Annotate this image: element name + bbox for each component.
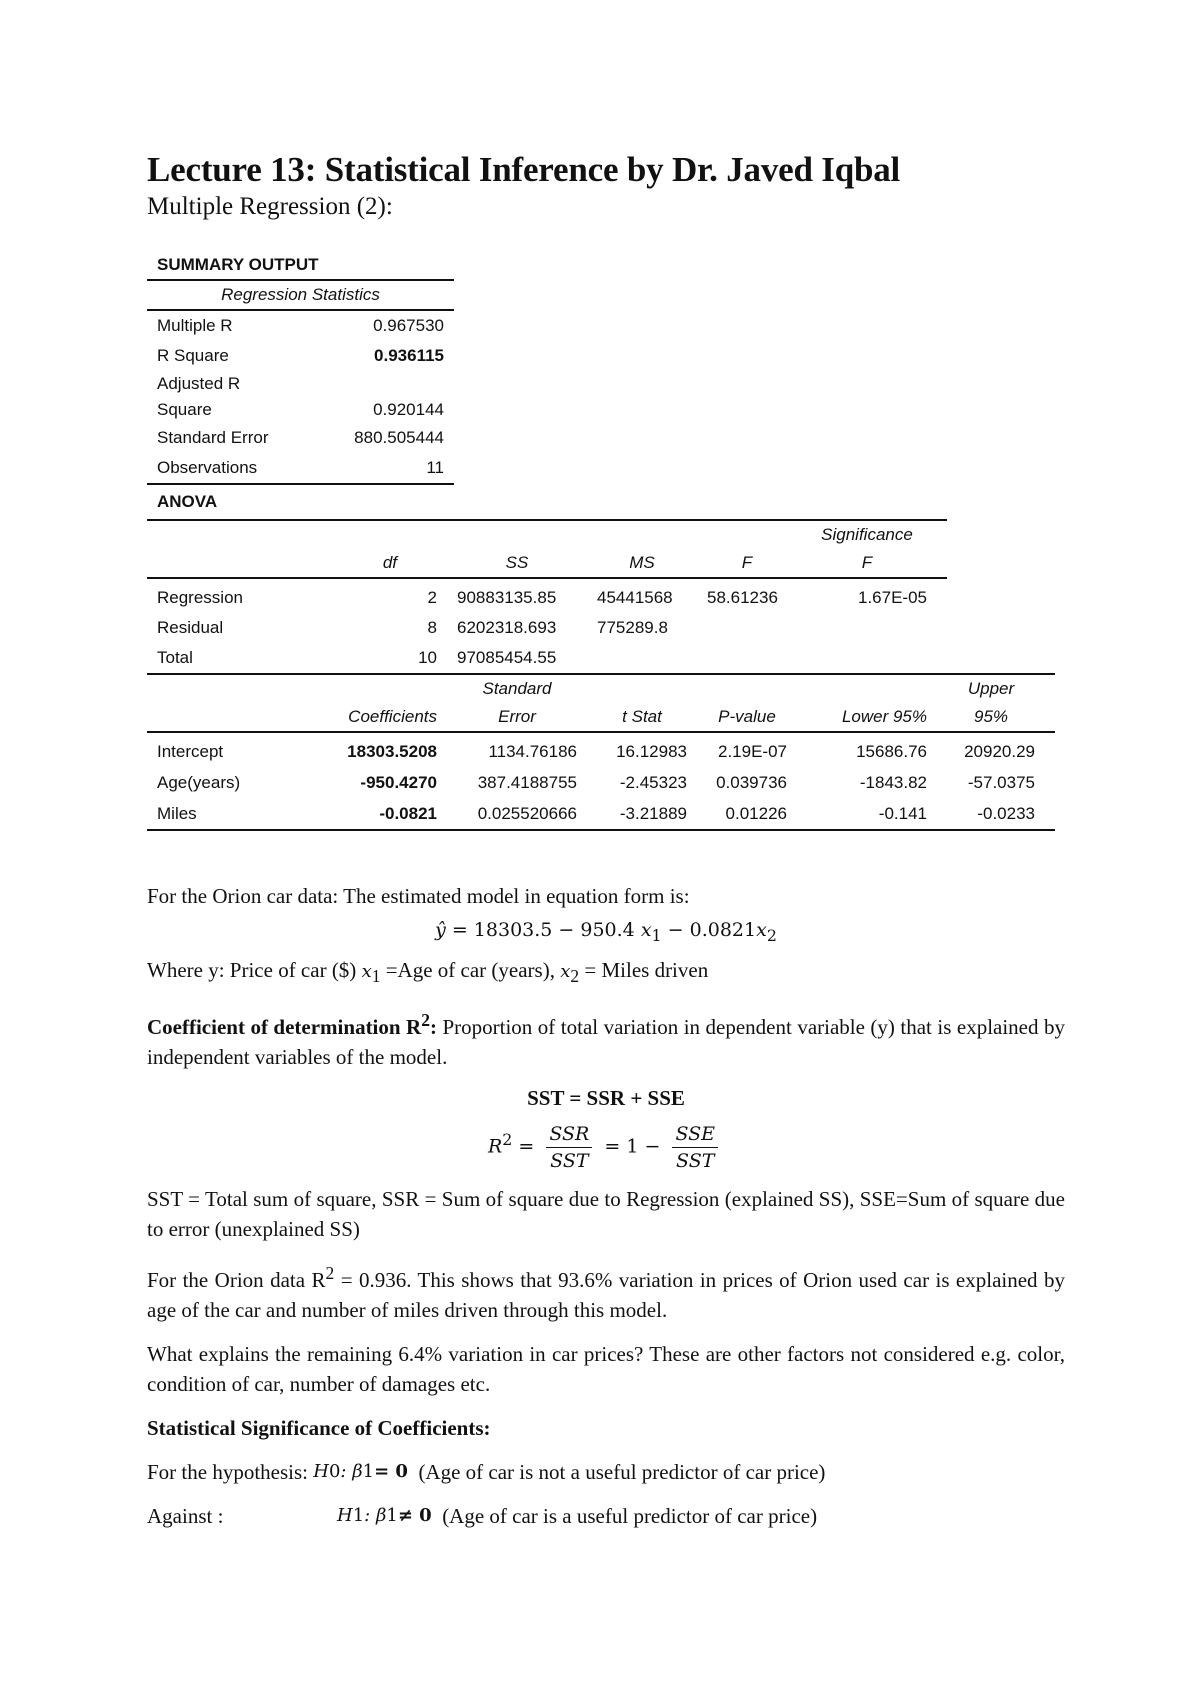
anova-col-ms: MS — [629, 553, 655, 572]
coef-header-row-top — [147, 675, 1055, 703]
coef-term: Intercept — [157, 742, 224, 761]
frac-ssr: SSR — [546, 1121, 592, 1148]
coef-p: 0.039736 — [716, 773, 787, 792]
h1-note: (Age of car is a useful predictor of car price) — [431, 1503, 818, 1528]
stat-row — [147, 311, 454, 341]
where-text: =Age of car (years), — [380, 957, 561, 982]
x2-sub: 2 — [570, 965, 580, 986]
coef-lower: -1843.82 — [859, 773, 927, 792]
coef-lower: 15686.76 — [856, 742, 927, 761]
anova-df: 2 — [427, 588, 437, 607]
where-text: Where y: Price of car ($) — [147, 957, 362, 982]
stat-value: 0.967530 — [373, 316, 444, 335]
anova-ms: 775289.8 — [597, 618, 668, 637]
model-intro: For the Orion car data: The estimated model in equation form is: — [147, 884, 690, 908]
x1-symbol: x — [361, 960, 372, 982]
anova-table — [147, 519, 947, 673]
sum-of-squares-definitions: SST = Total sum of square, SSR = Sum of square due to Regression (explained SS), SSE=Sum of square due to error (unexplained SS) — [147, 1186, 1065, 1241]
significance-heading: Statistical Significance of Coefficients: — [147, 1415, 491, 1440]
h1-beta-sub: 1 — [386, 1504, 398, 1526]
stat-label: Standard Error — [157, 428, 269, 447]
coef-col-upper: Upper — [967, 679, 1015, 698]
document-page — [147, 140, 1065, 1531]
eq-sub1: 1 — [651, 925, 662, 945]
stat-label-continued: Square — [157, 400, 212, 419]
coef-t: 16.12983 — [616, 742, 687, 761]
h0-note: (Age of car is not a useful predictor of car price) — [407, 1459, 826, 1484]
orion-sup: 2 — [325, 1262, 335, 1283]
summary-output-heading: SUMMARY OUTPUT — [147, 254, 454, 281]
anova-source: Total — [157, 648, 193, 667]
orion-text: = 0.936. This shows that 93.6% variation in prices of Orion used car is explained by age of the car and number of miles driven through this model. — [147, 1267, 1065, 1322]
sse-fraction — [672, 1121, 718, 1174]
one-minus: = 1 − — [598, 1135, 667, 1158]
coef-upper: 20920.29 — [964, 742, 1035, 761]
stat-row — [147, 341, 454, 371]
coef-se: 387.4188755 — [477, 773, 577, 792]
stat-value: 0.936115 — [374, 346, 444, 365]
coef-upper: -57.0375 — [967, 773, 1035, 792]
coef-col-standard: Standard — [482, 679, 552, 698]
stat-row — [147, 423, 454, 453]
variable-definitions — [147, 955, 1065, 991]
cod-colon: : — [429, 1014, 437, 1039]
stat-value: 11 — [426, 458, 444, 477]
eq-part: − 0.0821 — [661, 919, 757, 941]
regression-statistics-table — [147, 281, 454, 485]
anova-heading: ANOVA — [157, 492, 218, 511]
where-text: = Miles driven — [579, 957, 709, 982]
anova-col-ss: SS — [505, 553, 529, 572]
coef-col-upper95: 95% — [973, 707, 1009, 726]
eq-sub2: 2 — [766, 925, 777, 945]
sst-identity: SST = SSR + SSE — [527, 1085, 685, 1110]
anova-sig: 1.67E-05 — [858, 588, 927, 607]
cod-heading: Coefficient of determination R — [147, 1014, 422, 1039]
alternative-hypothesis — [147, 1501, 1065, 1531]
anova-source: Residual — [157, 618, 224, 637]
coef-term: Age(years) — [157, 773, 241, 792]
anova-f: 58.61236 — [707, 588, 778, 607]
r-squared-formula — [147, 1121, 1065, 1174]
coef-upper: -0.0233 — [977, 804, 1035, 823]
model-equation — [147, 919, 1065, 945]
h1-label: Against : — [147, 1503, 224, 1528]
eq-sign: = — [512, 1135, 541, 1158]
coef-value: 18303.5208 — [347, 742, 437, 761]
stat-row — [147, 453, 454, 485]
regression-statistics-heading: Regression Statistics — [147, 281, 454, 311]
cod-text: Proportion of total variation in dependent variable (y) that is explained by independent variables of the model. — [147, 1014, 1065, 1069]
frac-sse: SSE — [672, 1121, 718, 1148]
lecture-title: Lecture 13: Statistical Inference by Dr. Javed Iqbal — [147, 150, 901, 189]
anova-col-significance: Significance — [821, 525, 913, 544]
x2-symbol: x — [560, 960, 571, 982]
stat-label: R Square — [157, 346, 229, 365]
coef-col-coefficients: Coefficients — [348, 707, 437, 726]
coef-col-lower95: Lower 95% — [841, 707, 927, 726]
anova-row — [147, 643, 947, 673]
coef-col-error: Error — [498, 707, 536, 726]
summary-output — [147, 254, 1065, 831]
cod-sup: 2 — [421, 1009, 430, 1030]
eq-x2: x — [756, 919, 767, 941]
stat-label: Observations — [157, 458, 258, 477]
coef-se: 0.025520666 — [477, 804, 577, 823]
stat-value: 0.920144 — [373, 400, 444, 419]
coef-row — [147, 798, 1055, 829]
coef-value: -950.4270 — [360, 773, 437, 792]
stat-label: Multiple R — [157, 316, 233, 335]
ssr-fraction — [546, 1121, 592, 1174]
coef-p: 0.01226 — [725, 804, 787, 823]
orion-text: For the Orion data R — [147, 1267, 326, 1292]
coef-lower: -0.141 — [878, 804, 927, 823]
coefficients-table — [147, 673, 1055, 831]
coef-row — [147, 767, 1055, 798]
eq-part: = 18303.5 − 950.4 — [445, 919, 641, 941]
eq-yhat: ŷ — [435, 919, 446, 941]
h1-symbol: H — [337, 1504, 353, 1526]
h1-relation: ≠ 0 — [397, 1504, 432, 1526]
h0-symbol: H — [313, 1460, 329, 1482]
anova-ms: 45441568 — [597, 588, 673, 607]
remaining-variation: What explains the remaining 6.4% variation in car prices? These are other factors not considered e.g. color, condition of car, number of damages etc. — [147, 1341, 1065, 1396]
anova-row — [147, 583, 947, 613]
frac-sst: SST — [550, 1149, 589, 1172]
r-symbol: R — [487, 1135, 503, 1158]
coef-col-tstat: t Stat — [622, 707, 662, 726]
anova-df: 10 — [418, 648, 437, 667]
h0-beta-sub: 1 — [362, 1460, 375, 1482]
stat-row — [147, 371, 454, 423]
h0-relation: = 0 — [374, 1460, 408, 1482]
coef-col-pvalue: P-value — [718, 707, 776, 726]
anova-col-significance-f: F — [861, 553, 873, 572]
anova-header-row-top — [147, 521, 947, 549]
r-sup: 2 — [502, 1130, 513, 1150]
coef-row — [147, 736, 1055, 767]
coef-p: 2.19E-07 — [718, 742, 787, 761]
coef-header-row — [147, 703, 1055, 733]
frac-sst: SST — [676, 1149, 715, 1172]
anova-ss: 97085454.55 — [457, 648, 557, 667]
null-hypothesis — [147, 1457, 1065, 1487]
anova-row — [147, 613, 947, 643]
h1-beta: : β — [364, 1504, 387, 1526]
x1-sub: 1 — [371, 965, 381, 986]
coef-value: -0.0821 — [379, 804, 437, 823]
eq-x1: x — [640, 919, 652, 941]
h0-beta: : β — [340, 1460, 363, 1482]
coef-term: Miles — [157, 804, 197, 823]
anova-ss: 6202318.693 — [457, 618, 557, 637]
h0-sub: 0 — [328, 1460, 341, 1482]
h1-sub: 1 — [352, 1504, 365, 1526]
anova-source: Regression — [157, 588, 243, 607]
lecture-subtitle: Multiple Regression (2): — [147, 193, 393, 220]
anova-col-df: df — [382, 553, 397, 572]
anova-header-row — [147, 549, 947, 579]
stat-value: 880.505444 — [354, 428, 444, 447]
h0-label: For the hypothesis: — [147, 1459, 308, 1484]
anova-df: 8 — [427, 618, 437, 637]
coef-t: -3.21889 — [619, 804, 687, 823]
anova-col-f: F — [741, 553, 753, 572]
coef-se: 1134.76186 — [488, 742, 577, 761]
coefficient-of-determination — [147, 1005, 1065, 1072]
anova-ss: 90883135.85 — [457, 588, 557, 607]
coef-t: -2.45323 — [619, 773, 687, 792]
stat-label: Adjusted R — [157, 374, 241, 393]
orion-r-squared — [147, 1258, 1065, 1325]
